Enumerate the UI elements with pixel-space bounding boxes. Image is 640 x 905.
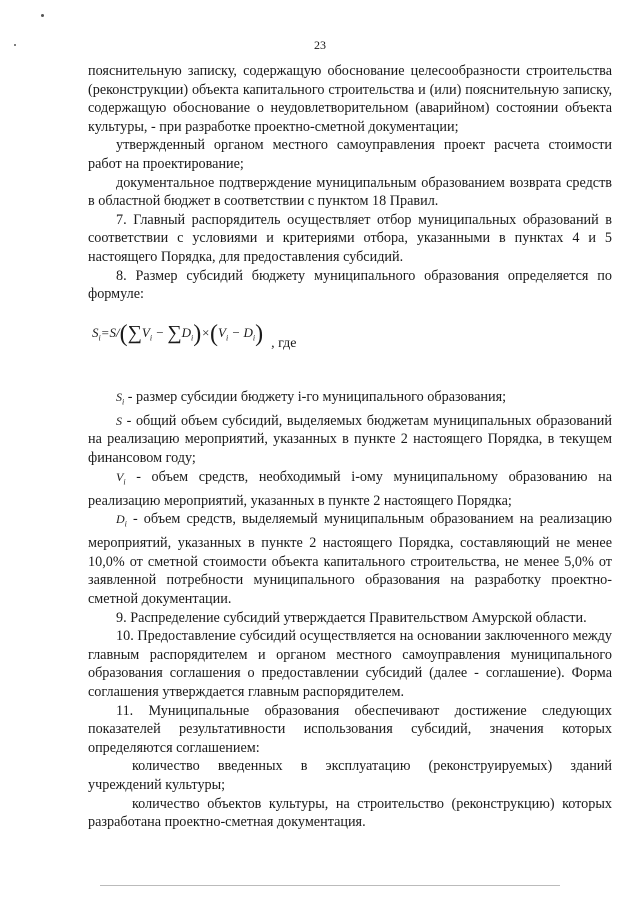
- symbol: $V_i$: [116, 469, 126, 487]
- subsidy-formula: [92, 320, 612, 352]
- formula-expression: $S_i=S/(\sum V_i - \sum D_i)\times(V_i - D_i)$: [92, 320, 264, 347]
- paragraph: утвержденный органом местного самоуправления проект расчета стоимости работ на проектирование;: [88, 137, 612, 172]
- definition-si: [88, 388, 612, 412]
- list-item: количество введенных в эксплуатацию (реконструируемых) зданий учреждений культуры;: [88, 758, 612, 793]
- symbol: S: [116, 413, 122, 428]
- page-bottom-rule: [100, 885, 560, 886]
- symbol: $D_i$: [116, 512, 127, 529]
- document-body: [88, 62, 612, 832]
- definition-text: - объем средств, выделяемый муниципальным образованием на реализацию мероприятий, указанных в пункте 2 настоящего Порядка, составляющий не менее 10,0% от сметной стоимости объекта капитального строительства, не менее 5,0% от заявленной потребности муниципального образования на разработку проектно-сметной документации.: [88, 511, 612, 608]
- paragraph: 10. Предоставление субсидий осуществляется на основании заключенного между главным распорядителем и органом местного самоуправления муниципального образования соглашения о предоставлении субсидий (далее - соглашение). Форма соглашения утверждается главным распорядителем.: [88, 628, 612, 700]
- paragraph: 7. Главный распорядитель осуществляет отбор муниципальных образований в соответствии с условиями и критериями отбора, указанными в пунктах 4 и 5 настоящего Порядка, для предоставления субсидий.: [88, 211, 612, 265]
- paragraph: 11. Муниципальные образования обеспечивают достижение следующих показателей результативности использования субсидий, значения которых определяются соглашением:: [88, 702, 612, 756]
- paragraph: пояснительную записку, содержащую обоснование целесообразности строительства (реконструкции) объекта капитального строительства и (или) пояснительную записку, содержащую обоснование о неудовлетворительном (аварийном) состоянии объекта культуры, - при разработке проектно-сметной документации;: [88, 63, 612, 135]
- paragraph: 9. Распределение субсидий утверждается Правительством Амурской области.: [116, 609, 587, 626]
- scan-speck: [14, 44, 16, 46]
- definition-text: - размер субсидии бюджету i-го муниципального образования;: [124, 388, 507, 405]
- scan-speck: [41, 14, 44, 17]
- definition-di: [88, 510, 612, 608]
- list-item: количество объектов культуры, на строительство (реконструкцию) которых разработана проектно-сметная документация.: [88, 795, 612, 831]
- definition-text: - объем средств, необходимый i-ому муниципальному образованию на реализацию мероприятий, указанных в пункте 2 настоящего Порядка;: [88, 468, 612, 509]
- formula-gde: , где: [271, 336, 297, 352]
- symbol: $S_i$: [116, 389, 125, 407]
- paragraph: 8. Размер субсидий бюджету муниципального образования определяется по формуле:: [88, 267, 612, 303]
- page-number: 23: [314, 38, 326, 52]
- definition-text: - общий объем субсидий, выделяемых бюджетам муниципальных образований на реализацию мероприятий, указанных в пункте 2 настоящего Порядка, в текущем финансовом году;: [88, 412, 612, 467]
- definition-s: [88, 412, 612, 468]
- paragraph: документальное подтверждение муниципальным образованием возврата средств в областной бюджет в соответствии с пунктом 18 Правил.: [88, 174, 612, 210]
- definition-vi: [88, 468, 612, 511]
